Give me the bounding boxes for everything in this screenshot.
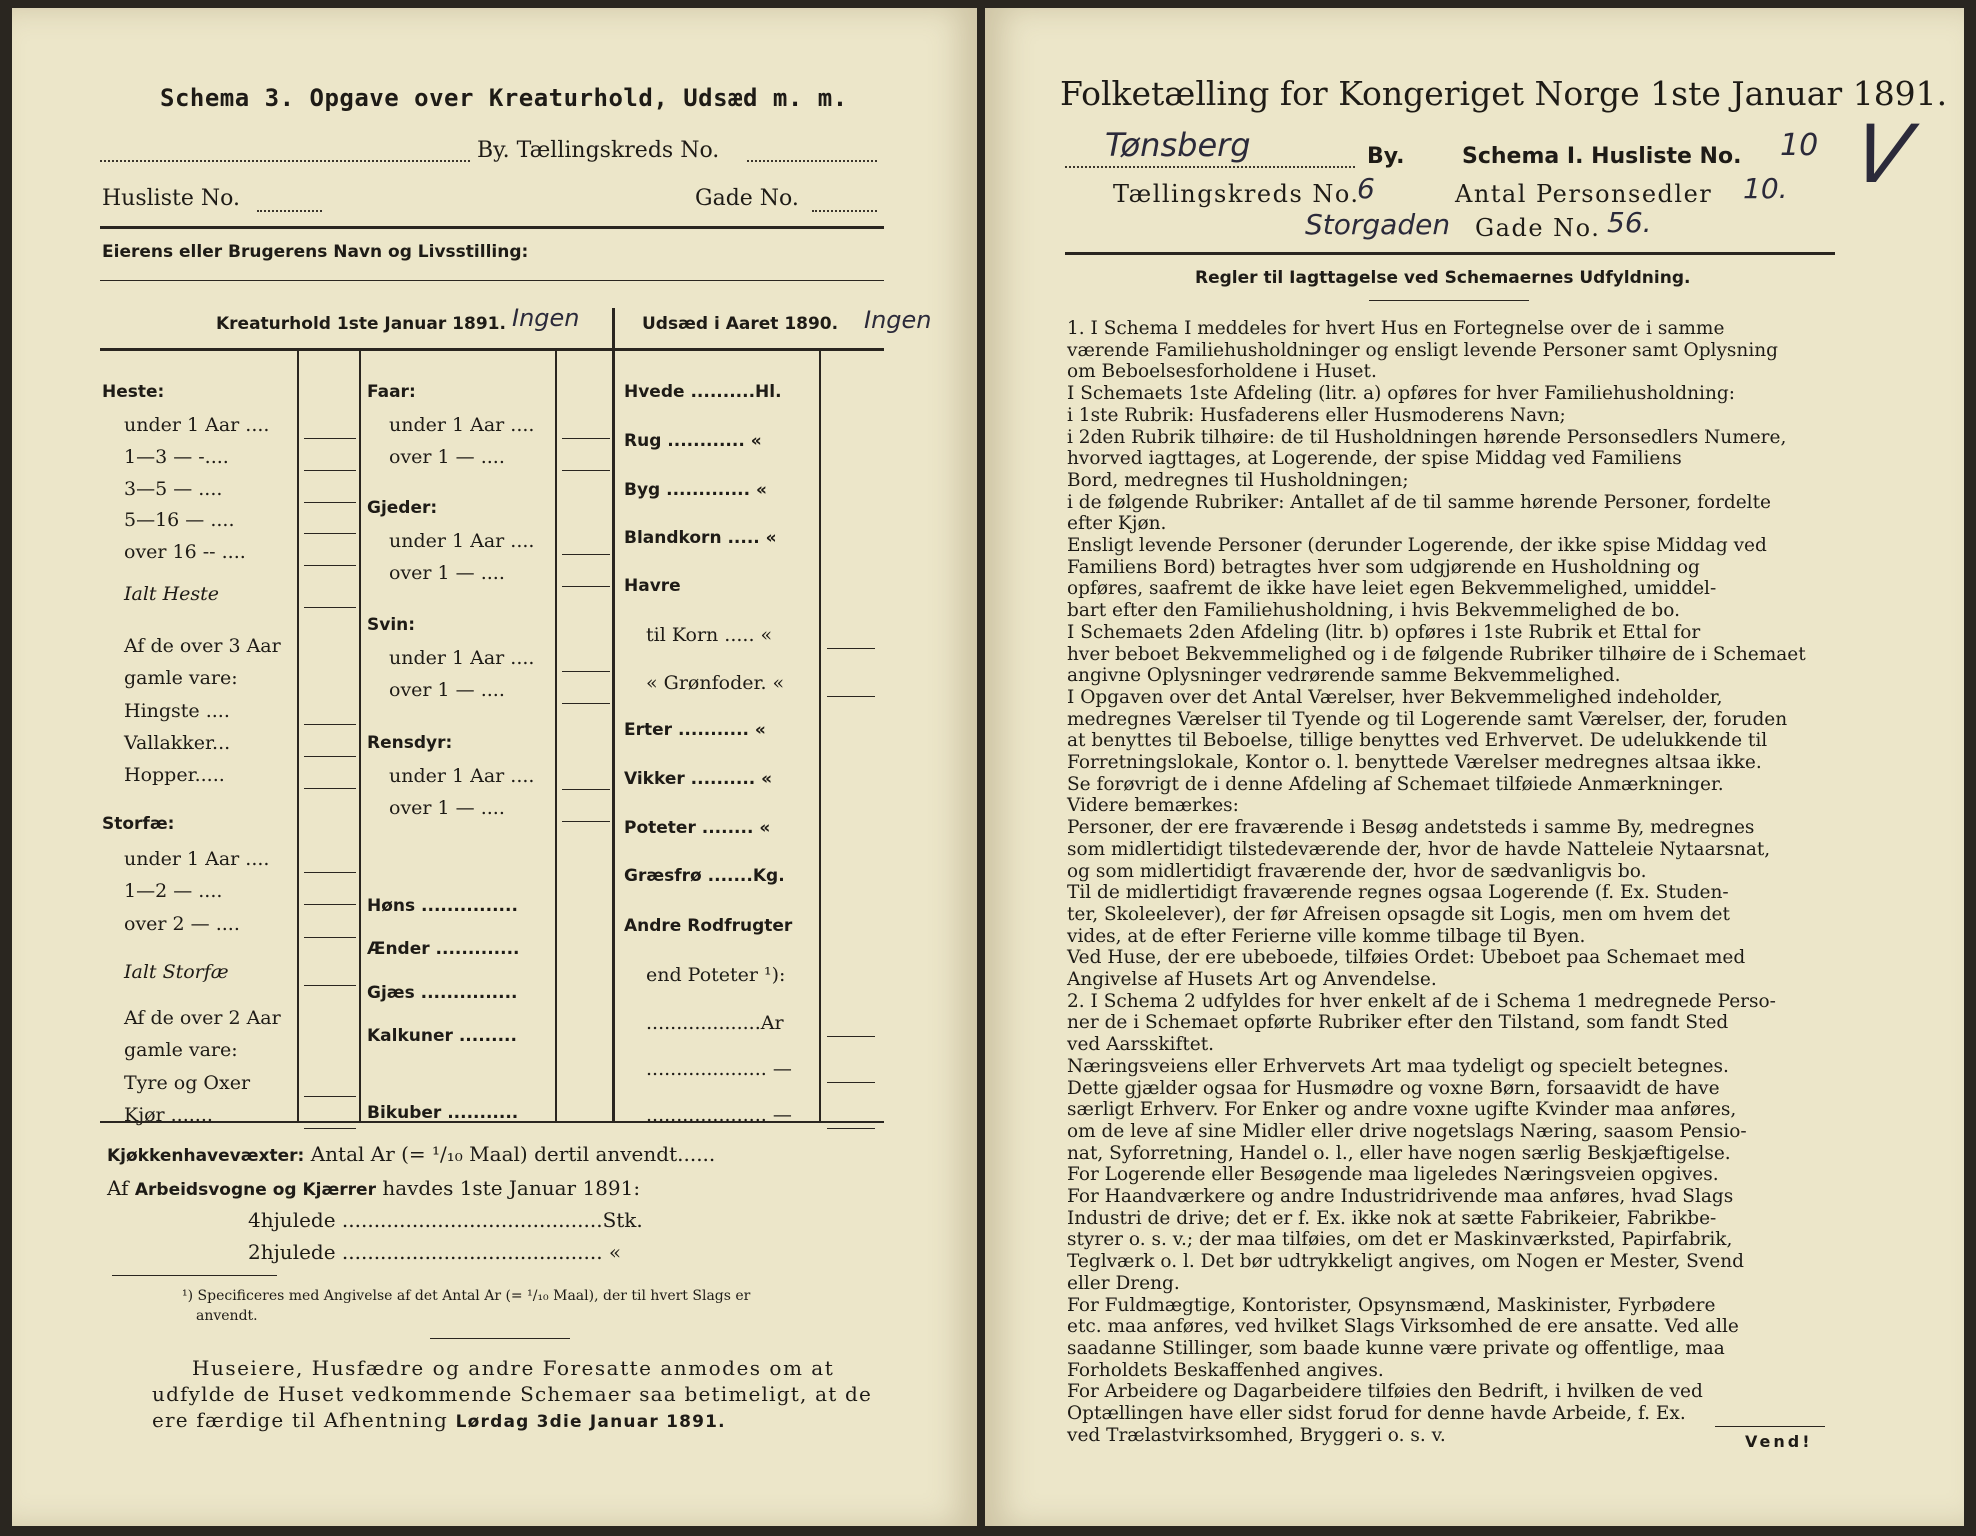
col1-entry-line [304,985,356,986]
col2-entry-line [562,821,610,822]
rule-line: 2. I Schema 2 udfyldes for hver enkelt af de i Schema 1 medregnede Perso- [1067,990,1776,1012]
two-wheel-row: 2hjulede ......................................... « [248,1240,622,1264]
col2-row: over 1 — .... [389,679,505,701]
kjokken-label: Kjøkkenhavevæxter: [107,1146,305,1166]
udsaed-header: Udsæd i Aaret 1890. [642,314,839,334]
rule-line: For Logerende eller Besøgende maa ligeledes Næringsveien opgives. [1067,1164,1719,1186]
col3-row: Vikker .......... « [624,769,773,789]
col-divider-2a [555,348,557,1123]
rule-line: For Arbeidere og Dagarbeidere tilføies den Bedrift, i hvilken de ved [1067,1381,1703,1403]
col2-entry-line [562,789,610,790]
schema-husliste-label: Schema I. Husliste No. [1462,144,1742,169]
rule-line: eller Dreng. [1067,1272,1180,1294]
col1-row: Af de over 2 Aar [124,1007,281,1029]
udsaed-handwritten: Ingen [864,306,932,334]
rule-line: Næringsveiens eller Erhvervets Art maa tydeligt og specielt betegnes. [1067,1055,1729,1077]
col2-entry-line [562,586,610,587]
rule-line: Videre bemærkes: [1067,795,1239,817]
closing-line-3 [152,1408,726,1432]
col3-row: Rug ............ « [624,431,762,451]
col1-row: Kjør ....... [124,1104,213,1126]
col2-entry-line [562,703,610,704]
footnote-line-1: ¹) Specificeres med Angivelse af det Antal Ar (= ¹/₁₀ Maal), der til hvert Slags er [182,1288,751,1304]
husliste-handwritten: 10 [1780,128,1819,163]
rule-line: i de følgende Rubriker: Antallet af de til samme hørende Personer, fordelte [1067,491,1771,513]
closing-line-1: Huseiere, Husfædre og andre Foresatte anmodes om at [192,1356,835,1380]
col1-entry-line [304,756,356,757]
gade-label: Gade No. [1475,214,1601,242]
antal-handwritten: 10. [1743,172,1788,205]
col1-entry-line [304,937,356,938]
col1-entry-line [304,724,356,725]
col3-row: til Korn ..... « [646,624,773,646]
owner-rule [100,280,884,281]
rule-line: ner de i Schemaet opførte Rubriker efter den Tilstand, som fandt Sted [1067,1012,1729,1034]
col2-entry-line [562,470,610,471]
col1-row: under 1 Aar .... [124,414,270,436]
antal-label: Antal Personsedler [1455,180,1713,208]
rule-line: angivne Oplysninger vedrørende samme Bekvemmelighed. [1067,665,1621,687]
rule-line: vides, at de efter Ferierne ville komme tilbage til Byen. [1067,925,1586,947]
col3-row: « Grønfoder. « [646,672,785,694]
by-tellingskreds-label: By. Tællingskreds No. [477,138,720,163]
col1-row: gamle vare: [124,1039,238,1061]
rule-line: og som midlertidigt fraværende der, hvor de sædvanligvis bo. [1067,860,1647,882]
town-field-line [1065,164,1355,168]
tellingskreds-field-line [747,158,877,162]
by-field-line [100,158,470,162]
col1-entry-line [304,904,356,905]
col1-row: 3—5 — .... [124,478,223,500]
rule-line: saadanne Stillinger, som baade kunne være private og offentlige, maa [1067,1337,1725,1359]
vend-rule [1715,1426,1825,1427]
footnote-line-2: anvendt. [196,1308,258,1324]
owner-label: Eierens eller Brugerens Navn og Livsstilling: [102,242,529,262]
closing-line-2: udfylde de Huset vedkommende Schemaer saa betimeligt, at de [152,1382,873,1406]
col1-entry-line [304,1128,356,1129]
husliste-label: Husliste No. [102,186,240,211]
rules-heading-rule [1369,300,1529,301]
col3-row: Poteter ........ « [624,818,771,838]
col3-row: Byg ............. « [624,480,767,500]
col3-entry-line [827,648,875,649]
arbeid-pre: Af [107,1176,135,1200]
rules-heading: Regler til Iagttagelse ved Schemaernes Udfyldning. [1195,268,1691,288]
rule-line: hvorved iagttages, at Logerende, der spise Middag ved Familiens [1067,448,1682,470]
right-header-rule [1065,252,1835,255]
col1-entry-line [304,565,356,566]
rule-line: medregnes Værelser til Tyende og til Logerende samt Værelser, der, foruden [1067,708,1788,730]
rule-line: ter, Skoleelever), der før Afreisen opsagde sit Logis, men om hvem det [1067,903,1730,925]
krets-handwritten: 6 [1357,172,1375,205]
rule-line: værende Familiehusholdninger og ensligt levende Personer samt Oplysning [1067,339,1778,361]
rule-line: i 2den Rubrik tilhøire: de til Husholdningen hørende Personsedlers Numere, [1067,426,1787,448]
col3-row: end Poteter ¹): [646,964,786,986]
col1-row: 1—2 — .... [124,880,223,902]
col1-entry-line [304,1096,356,1097]
col2-row: under 1 Aar .... [389,647,535,669]
rule-line: opføres, saafremt de ikke have leiet egen Bekvemmelighed, umiddel- [1067,578,1717,600]
col-divider-3a [819,348,821,1123]
rule-line: Forholdets Beskaffenhed angives. [1067,1359,1384,1381]
col2-row: over 1 — .... [389,797,505,819]
col3-row: ...................Ar [646,1012,784,1034]
rule-line: Forretningslokale, Kontor o. l. benyttede Værelser medregnes altsaa ikke. [1067,752,1762,773]
col2-row: Rensdyr: [367,733,453,753]
rule-line: om de leve af sine Midler eller drive nogetslags Næring, saasom Pensio- [1067,1120,1747,1142]
col2-row: Kalkuner ......... [367,1026,517,1046]
street-handwritten: Storgaden [1305,208,1451,241]
col2-row: Svin: [367,615,416,635]
arbeid-post: havdes 1ste Januar 1891: [375,1176,641,1200]
rule-line: Dette gjælder ogsaa for Husmødre og voxne Børn, forsaavidt de have [1067,1077,1720,1099]
rule-line: Ved Huse, der ere ubeboede, tilføies Ordet: Ubeboet paa Schemaet med [1067,947,1746,969]
col2-row: Faar: [367,382,416,402]
gade-handwritten: 56. [1607,206,1652,239]
col1-entry-line [304,502,356,503]
rule-line: Optællingen have eller sidst forud for denne havde Arbeide, f. Ex. [1067,1403,1686,1424]
col2-row: over 1 — .... [389,562,505,584]
rule-line: ved Trælastvirksomhed, Bryggeri o. s. v. [1067,1424,1446,1446]
gade-field-line [812,208,877,212]
col1-row: Ialt Storfæ [124,961,229,983]
closing-date: Lørdag 3die Januar 1891. [455,1412,726,1432]
rule-line: hver beboet Bekvemmelighed og i de følgende Rubriker tilhøire de i Schemaet [1067,643,1806,665]
table-bottom-rule [100,1121,884,1123]
rule-line: Til de midlertidigt fraværende regnes ogsaa Logerende (f. Ex. Studen- [1067,882,1729,904]
col-divider-mid [612,308,615,1123]
vend-label: Vend! [1745,1432,1813,1451]
header-rule [100,226,884,229]
col3-row: Havre [624,576,681,596]
col1-row: Af de over 3 Aar [124,635,281,657]
rule-line: nat, Syforretning, Handel o. l., eller have nogen særlig Beskjæftigelse. [1067,1142,1731,1164]
rule-line: Teglværk o. l. Det bør udtrykkeligt angives, om Nogen er Mester, Svend [1067,1251,1744,1273]
col3-row: .................... — [646,1104,792,1126]
rule-line: Personer, der ere fraværende i Besøg andetsteds i samme By, medregnes [1067,817,1755,839]
col2-row: under 1 Aar .... [389,530,535,552]
col-divider-1a [297,348,299,1123]
col2-entry-line [562,671,610,672]
col1-row: gamle vare: [124,667,238,689]
col3-row: Andre Rodfrugter [624,916,793,936]
col1-entry-line [304,438,356,439]
col2-row: Gjeder: [367,498,438,518]
rule-line: som midlertidigt tilstedeværende der, hvor de havde Natteleie Nytaarsnat, [1067,838,1771,860]
gade-label: Gade No. [695,186,799,211]
col2-row: over 1 — .... [389,446,505,468]
col1-entry-line [304,470,356,471]
rule-line: I Schemaets 1ste Afdeling (litr. a) opføres for hver Familiehusholdning: [1067,383,1735,405]
rule-line: Angivelse af Husets Art og Anvendelse. [1067,969,1437,990]
rule-line: efter Kjøn. [1067,513,1167,535]
krets-label: Tællingskreds No. [1113,180,1360,208]
rule-line: i 1ste Rubrik: Husfaderens eller Husmoderens Navn; [1067,404,1566,426]
col2-row: Bikuber ........... [367,1103,519,1123]
rule-line: ved Aarsskiftet. [1067,1034,1215,1056]
left-page-schema-3 [12,8,977,1526]
col1-entry-line [304,533,356,534]
col3-row: Hvede ..........Hl. [624,382,782,402]
col1-row: 5—16 — .... [124,509,235,531]
col2-row: Ænder ............. [367,939,520,959]
rule-line: særligt Erhverv. For Enker og andre voxne ugifte Kvinder maa anføres, [1067,1099,1737,1121]
kjokken-text: Antal Ar (= ¹/₁₀ Maal) dertil anvendt...... [310,1142,716,1166]
rule-line: styrer o. s. v.; der maa tilføies, om det er Maskinværksted, Papirfabrik, [1067,1229,1733,1251]
col3-row: .................... — [646,1058,792,1080]
col1-row: Hingste .... [124,700,230,722]
col3-entry-line [827,1036,875,1037]
kreatur-handwritten: Ingen [512,304,580,332]
rule-line: Familiens Bord) betragtes hver som udgjørende en Husholdning og [1067,556,1700,578]
by-label: By. [1367,144,1405,169]
col3-row: Græsfrø .......Kg. [624,866,785,886]
col1-row: Heste: [102,382,165,402]
col1-row: 1—3 — -.... [124,446,229,468]
col3-entry-line [827,1128,875,1129]
check-mark-handwritten: V [1846,108,1918,201]
closing-pre: ere færdige til Afhentning [152,1408,456,1432]
col1-row: Tyre og Oxer [124,1072,251,1094]
arbeid-bold: Arbeidsvogne og Kjærrer [134,1180,376,1200]
col1-entry-line [304,607,356,608]
husliste-field-line [257,208,322,212]
four-wheel-row: 4hjulede .........................................Stk. [248,1208,643,1232]
col2-row: Høns ............... [367,896,518,916]
col3-row: Blandkorn ..... « [624,528,777,548]
col2-row: under 1 Aar .... [389,765,535,787]
closing-rule [430,1338,570,1339]
census-title: Folketælling for Kongeriget Norge 1ste Januar 1891. [1060,74,1948,113]
col-divider-1b [359,348,361,1123]
col1-row: under 1 Aar .... [124,848,270,870]
col1-row: Ialt Heste [124,583,220,605]
col3-row: Erter ........... « [624,720,766,740]
col2-entry-line [562,554,610,555]
footnote-rule [112,1275,277,1276]
col1-row: over 2 — .... [124,913,240,935]
rule-line: at benyttes til Beboelse, tillige benyttes ved Erhvervet. De udelukkende til [1067,730,1768,752]
col2-row: under 1 Aar .... [389,414,535,436]
col1-row: Vallakker... [124,732,231,754]
rule-line: I Schemaets 2den Afdeling (litr. b) opføres i 1ste Rubrik et Ettal for [1067,621,1701,643]
col3-entry-line [827,696,875,697]
rule-line: For Fuldmægtige, Kontorister, Opsynsmænd, Maskinister, Fyrbødere [1067,1294,1716,1316]
town-handwritten: Tønsberg [1105,126,1251,164]
col1-entry-line [304,872,356,873]
col1-row: Storfæ: [102,814,175,834]
right-page-schema-1 [985,8,1964,1526]
rule-line: I Opgaven over det Antal Værelser, hver Bekvemmelighed indeholder, [1067,686,1723,708]
col1-entry-line [304,788,356,789]
rule-line: Bord, medregnes til Husholdningen; [1067,469,1409,491]
col2-entry-line [562,438,610,439]
kreatur-header: Kreaturhold 1ste Januar 1891. [216,314,506,334]
kjokken-row [107,1142,715,1166]
rule-line: Se forøvrigt de i denne Afdeling af Schemaet tilføiede Anmærkninger. [1067,773,1724,795]
table-top-rule [100,348,884,351]
col3-entry-line [827,1082,875,1083]
schema-3-title: Schema 3. Opgave over Kreaturhold, Udsæd m. m. [160,84,848,112]
rule-line: om Beboelsesforholdene i Huset. [1067,361,1377,383]
rule-line: bart efter den Familiehusholdning, i hvis Bekvemmelighed de bo. [1067,600,1680,622]
rule-line: Industri de drive; det er f. Ex. ikke nok at sætte Fabrikeier, Fabrikbe- [1067,1207,1717,1229]
col1-row: Hopper..... [124,764,225,786]
arbeid-row [107,1176,640,1200]
rule-line: etc. maa anføres, ved hvilket Slags Virksomhed de ere ansatte. Ved alle [1067,1316,1739,1338]
rule-line: 1. I Schema I meddeles for hvert Hus en Fortegnelse over de i samme [1067,318,1725,339]
rule-line: For Haandværkere og andre Industridrivende maa anføres, hvad Slags [1067,1186,1734,1207]
rule-line: Ensligt levende Personer (derunder Logerende, der ikke spise Middag ved [1067,535,1767,556]
col2-row: Gjæs ............... [367,983,518,1003]
col1-row: over 16 -- .... [124,541,246,563]
